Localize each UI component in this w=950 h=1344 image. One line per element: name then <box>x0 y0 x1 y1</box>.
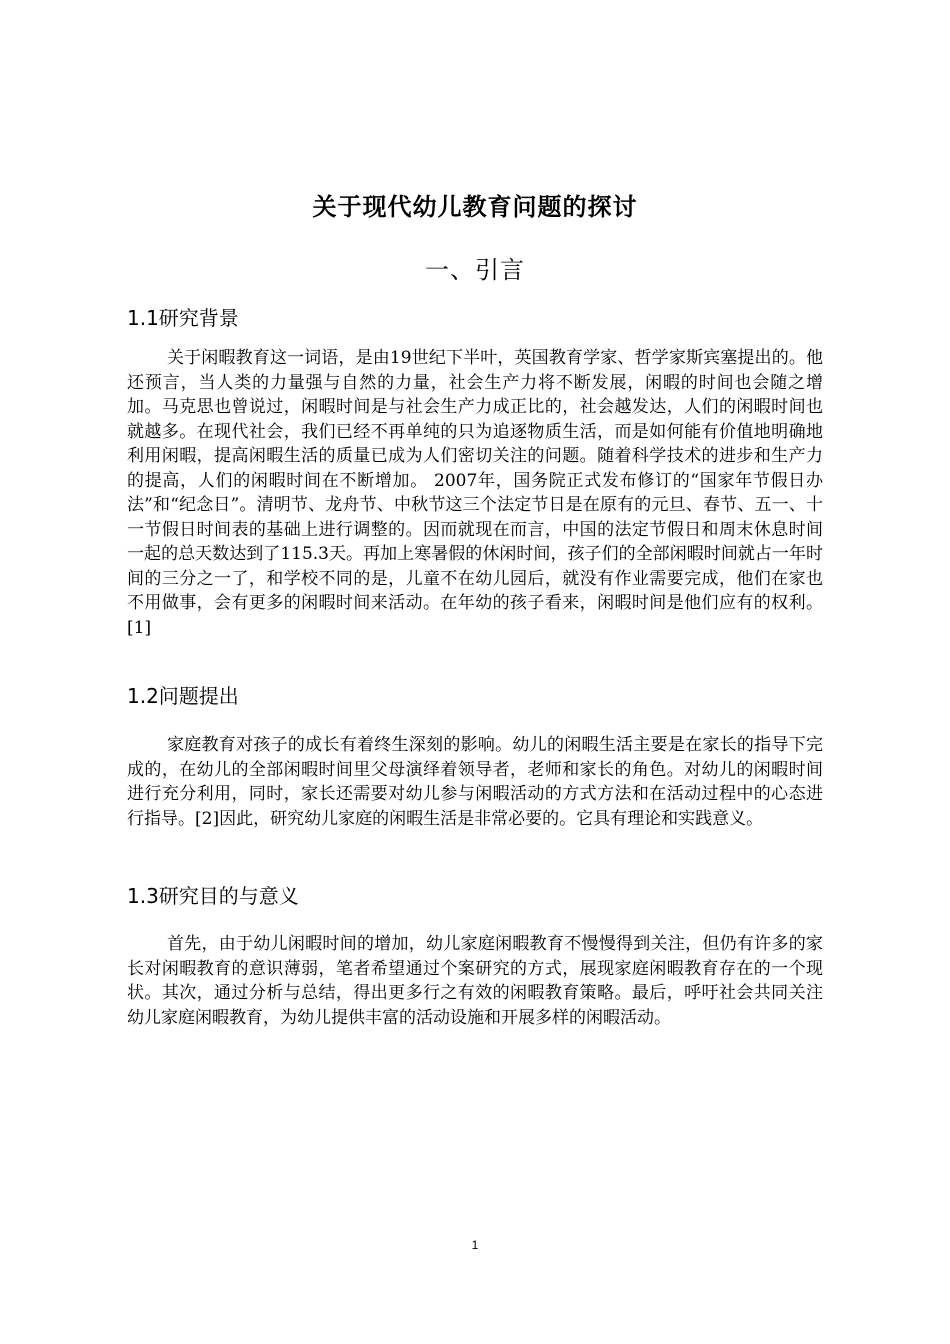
section-heading-background: 1.1研究背景 <box>127 306 239 330</box>
section-paragraph-background: 关于闲暇教育这一词语，是由19世纪下半叶，英国教育学家、哲学家斯宾塞提出的。他还预言，当人类的力量强与自然的力量，社会生产力将不断发展，闲暇的时间也会随之增加。马克思也曾说过，闲暇时间是与社会生产力成正比的，社会越发达，人们的闲暇时间也就越多。在现代社会，我们已经不再单纯的只为追逐物质生活，而是如何能有价值地明确地利用闲暇，提高闲暇生活的质量已成为人们密切关注的问题。随着科学技术的进步和生产力的提高，人们的闲暇时间在不断增加。 2007年，国务院正式发布修订的“国家年节假日办法”和“纪念日”。清明节、龙舟节、中秋节这三个法定节日是在原有的元旦、春节、五一、十一节假日时间表的基础上进行调整的。因而就现在而言，中国的法定节假日和周末休息时间一起的总天数达到了115.3天。再加上寒暑假的休闲时间，孩子们的全部闲暇时间就占一年时间的三分之一了，和学校不同的是，儿童不在幼儿园后，就没有作业需要完成，他们在家也不用做事，会有更多的闲暇时间来活动。在年幼的孩子看来，闲暇时间是他们应有的权利。[1] <box>127 348 823 638</box>
page-number: 1 <box>471 1238 479 1252</box>
section-heading-problem: 1.2问题提出 <box>127 684 239 708</box>
section-paragraph-problem: 家庭教育对孩子的成长有着终生深刻的影响。幼儿的闲暇生活主要是在家长的指导下完成的，在幼儿的全部闲暇时间里父母演绎着领导者，老师和家长的角色。对幼儿的闲暇时间进行充分利用，同时，家长还需要对幼儿参与闲暇活动的方式方法和在活动过程中的心态进行指导。[2]因此，研究幼儿家庭的闲暇生活是非常必要的。它具有理论和实践意义。 <box>127 735 823 829</box>
section-heading-purpose: 1.3研究目的与意义 <box>127 884 299 908</box>
section-paragraph-purpose: 首先，由于幼儿闲暇时间的增加，幼儿家庭闲暇教育不慢慢得到关注，但仍有许多的家长对闲暇教育的意识薄弱，笔者希望通过个案研究的方式，展现家庭闲暇教育存在的一个现状。其次，通过分析与总结，得出更多行之有效的闲暇教育策略。最后，呼吁社会共同关注幼儿家庭闲暇教育，为幼儿提供丰富的活动设施和开展多样的闲暇活动。 <box>127 934 823 1028</box>
document-title: 关于现代幼儿教育问题的探讨 <box>312 193 638 221</box>
chapter-heading: 一、引言 <box>425 256 525 284</box>
